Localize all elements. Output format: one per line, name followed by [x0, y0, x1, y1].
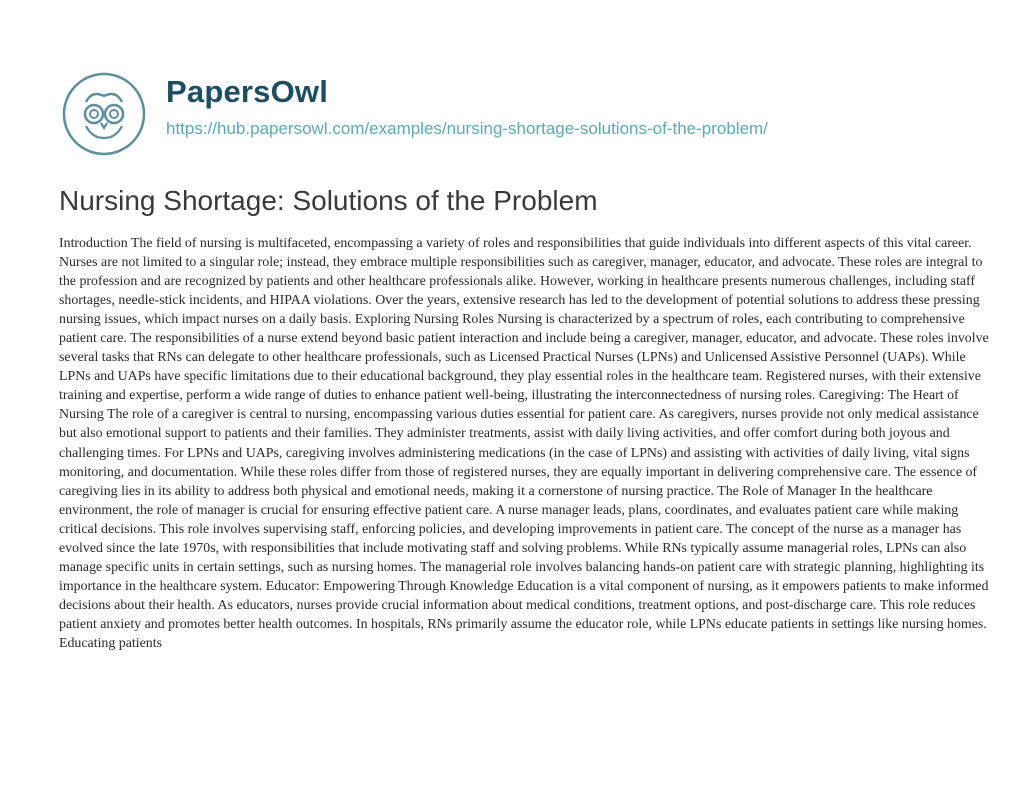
owl-logo-icon: [62, 72, 146, 156]
brand-name: PapersOwl: [166, 74, 329, 109]
article-body: Introduction The field of nursing is multifaceted, encompassing a variety of roles and responsibilities that guide individuals into different aspects of this vital career. Nurses are not limited to a singular role; instead, they embrace multiple responsibilities such as caregiver, manager, educator, and advocate. These roles are integral to the profession and are recognized by patients and other healthcare professionals alike. However, working in healthcare presents numerous challenges, including staff shortages, needle-stick incidents, and HIPAA violations. Over the years, extensive research has led to the development of potential solutions to address these pressing nursing issues, which impact nurses on a daily basis. Exploring Nursing Roles Nursing is characterized by a spectrum of roles, each contributing to comprehensive patient care. The responsibilities of a nurse extend beyond basic patient interaction and include being a caregiver, manager, educator, and advocate. These roles involve several tasks that RNs can delegate to other healthcare professionals, such as Licensed Practical Nurses (LPNs) and Unlicensed Assistive Personnel (UAPs). While LPNs and UAPs have specific limitations due to their educational background, they play essential roles in the healthcare team. Registered nurses, with their extensive training and expertise, perform a wide range of duties to enhance patient well-being, illustrating the interconnectedness of nursing roles. Caregiving: The Heart of Nursing The role of a caregiver is central to nursing, encompassing various duties essential for patient care. As caregivers, nurses provide not only medical assistance but also emotional support to patients and their families. They administer treatments, assist with daily living activities, and offer comfort during both joyous and challenging times. For LPNs and UAPs, caregiving involves administering medications (in the case of LPNs) and assisting with activities of daily living, vital signs monitoring, and documentation. While these roles differ from those of registered nurses, they are equally important in delivering comprehensive care. The essence of caregiving lies in its ability to address both physical and emotional needs, making it a cornerstone of nursing practice. The Role of Manager In the healthcare environment, the role of manager is crucial for ensuring effective patient care. A nurse manager leads, plans, coordinates, and evaluates patient care while making critical decisions. This role involves supervising staff, enforcing policies, and developing improvements in patient care. The concept of the nurse as a manager has evolved since the late 1970s, with responsibilities that include motivating staff and solving problems. While RNs typically assume managerial roles, LPNs can also manage specific units in certain settings, such as nursing homes. The managerial role involves balancing hands-on patient care with strategic planning, highlighting its importance in the healthcare system. Educator: Empowering Through Knowledge Education is a vital component of nursing, as it empowers patients to make informed decisions about their health. As educators, nurses provide crucial information about medical conditions, treatment options, and post-discharge care. This role reduces patient anxiety and promotes better health outcomes. In hospitals, RNs primarily assume the educator role, while LPNs educate patients in settings like nursing homes. Educating patients: [59, 236, 989, 651]
page-title: Nursing Shortage: Solutions of the Problem: [59, 185, 598, 216]
source-url-link[interactable]: https://hub.papersowl.com/examples/nursing-shortage-solutions-of-the-problem/: [166, 119, 768, 138]
site-header: [62, 70, 1022, 160]
